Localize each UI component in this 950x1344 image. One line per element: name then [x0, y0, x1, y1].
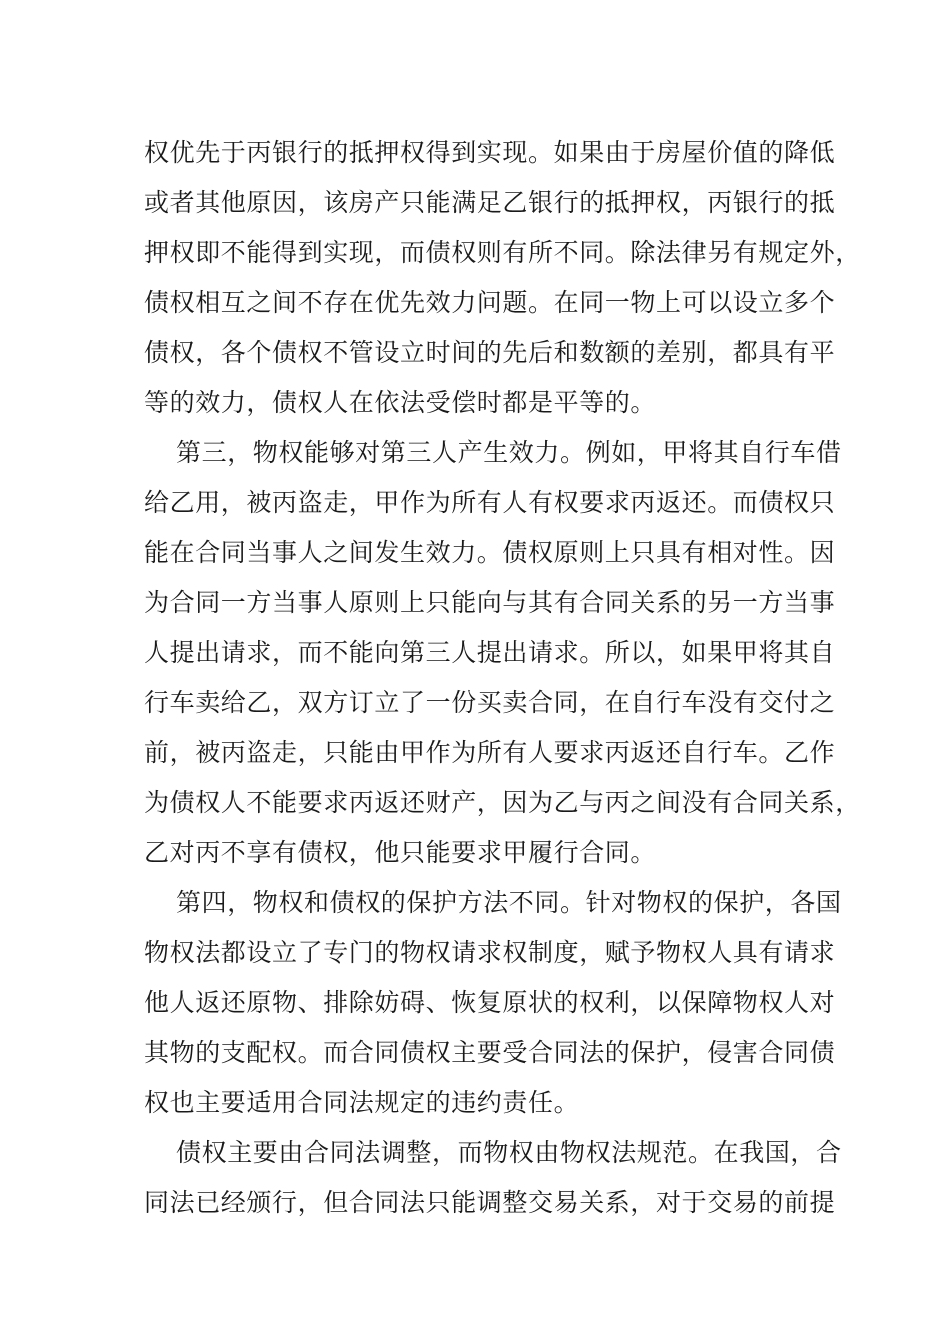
- text-line: 权也主要适用合同法规定的违约责任。: [144, 1088, 580, 1117]
- text-line: 债权，各个债权不管设立时间的先后和数额的差别，都具有平: [144, 338, 836, 367]
- text-line: 同法已经颁行，但合同法只能调整交易关系，对于交易的前提: [144, 1188, 836, 1217]
- text-line: 人提出请求，而不能向第三人提出请求。所以，如果甲将其自: [144, 638, 836, 667]
- text-line: 其物的支配权。而合同债权主要受合同法的保护，侵害合同债: [144, 1038, 836, 1067]
- document-body: [144, 128, 861, 1228]
- text-line: 行车卖给乙，双方订立了一份买卖合同，在自行车没有交付之: [144, 688, 836, 717]
- text-line: 能在合同当事人之间发生效力。债权原则上只具有相对性。因: [144, 538, 836, 567]
- text-line: 债权相互之间不存在优先效力问题。在同一物上可以设立多个: [144, 288, 836, 317]
- text-line: 前，被丙盗走，只能由甲作为所有人要求丙返还自行车。乙作: [144, 738, 836, 767]
- paragraph-start-line: 债权主要由合同法调整，而物权由物权法规范。在我国，合: [176, 1138, 842, 1167]
- text-line: 权优先于丙银行的抵押权得到实现。如果由于房屋价值的降低: [144, 138, 836, 167]
- text-line: 物权法都设立了专门的物权请求权制度，赋予物权人具有请求: [144, 938, 836, 967]
- text-line: 他人返还原物、排除妨碍、恢复原状的权利，以保障物权人对: [144, 988, 836, 1017]
- text-line: 为合同一方当事人原则上只能向与其有合同关系的另一方当事: [144, 588, 836, 617]
- text-line: 为债权人不能要求丙返还财产，因为乙与丙之间没有合同关系，: [144, 788, 861, 817]
- text-line: 给乙用，被丙盗走，甲作为所有人有权要求丙返还。而债权只: [144, 488, 836, 517]
- text-line: 押权即不能得到实现，而债权则有所不同。除法律另有规定外，: [144, 238, 861, 267]
- paragraph-start-line: 第四，物权和债权的保护方法不同。针对物权的保护，各国: [176, 888, 842, 917]
- paragraph-start-line: 第三，物权能够对第三人产生效力。例如，甲将其自行车借: [176, 438, 842, 467]
- text-line: 或者其他原因，该房产只能满足乙银行的抵押权，丙银行的抵: [144, 188, 836, 217]
- text-line: 乙对丙不享有债权，他只能要求甲履行合同。: [144, 838, 657, 867]
- text-line: 等的效力，债权人在依法受偿时都是平等的。: [144, 388, 657, 417]
